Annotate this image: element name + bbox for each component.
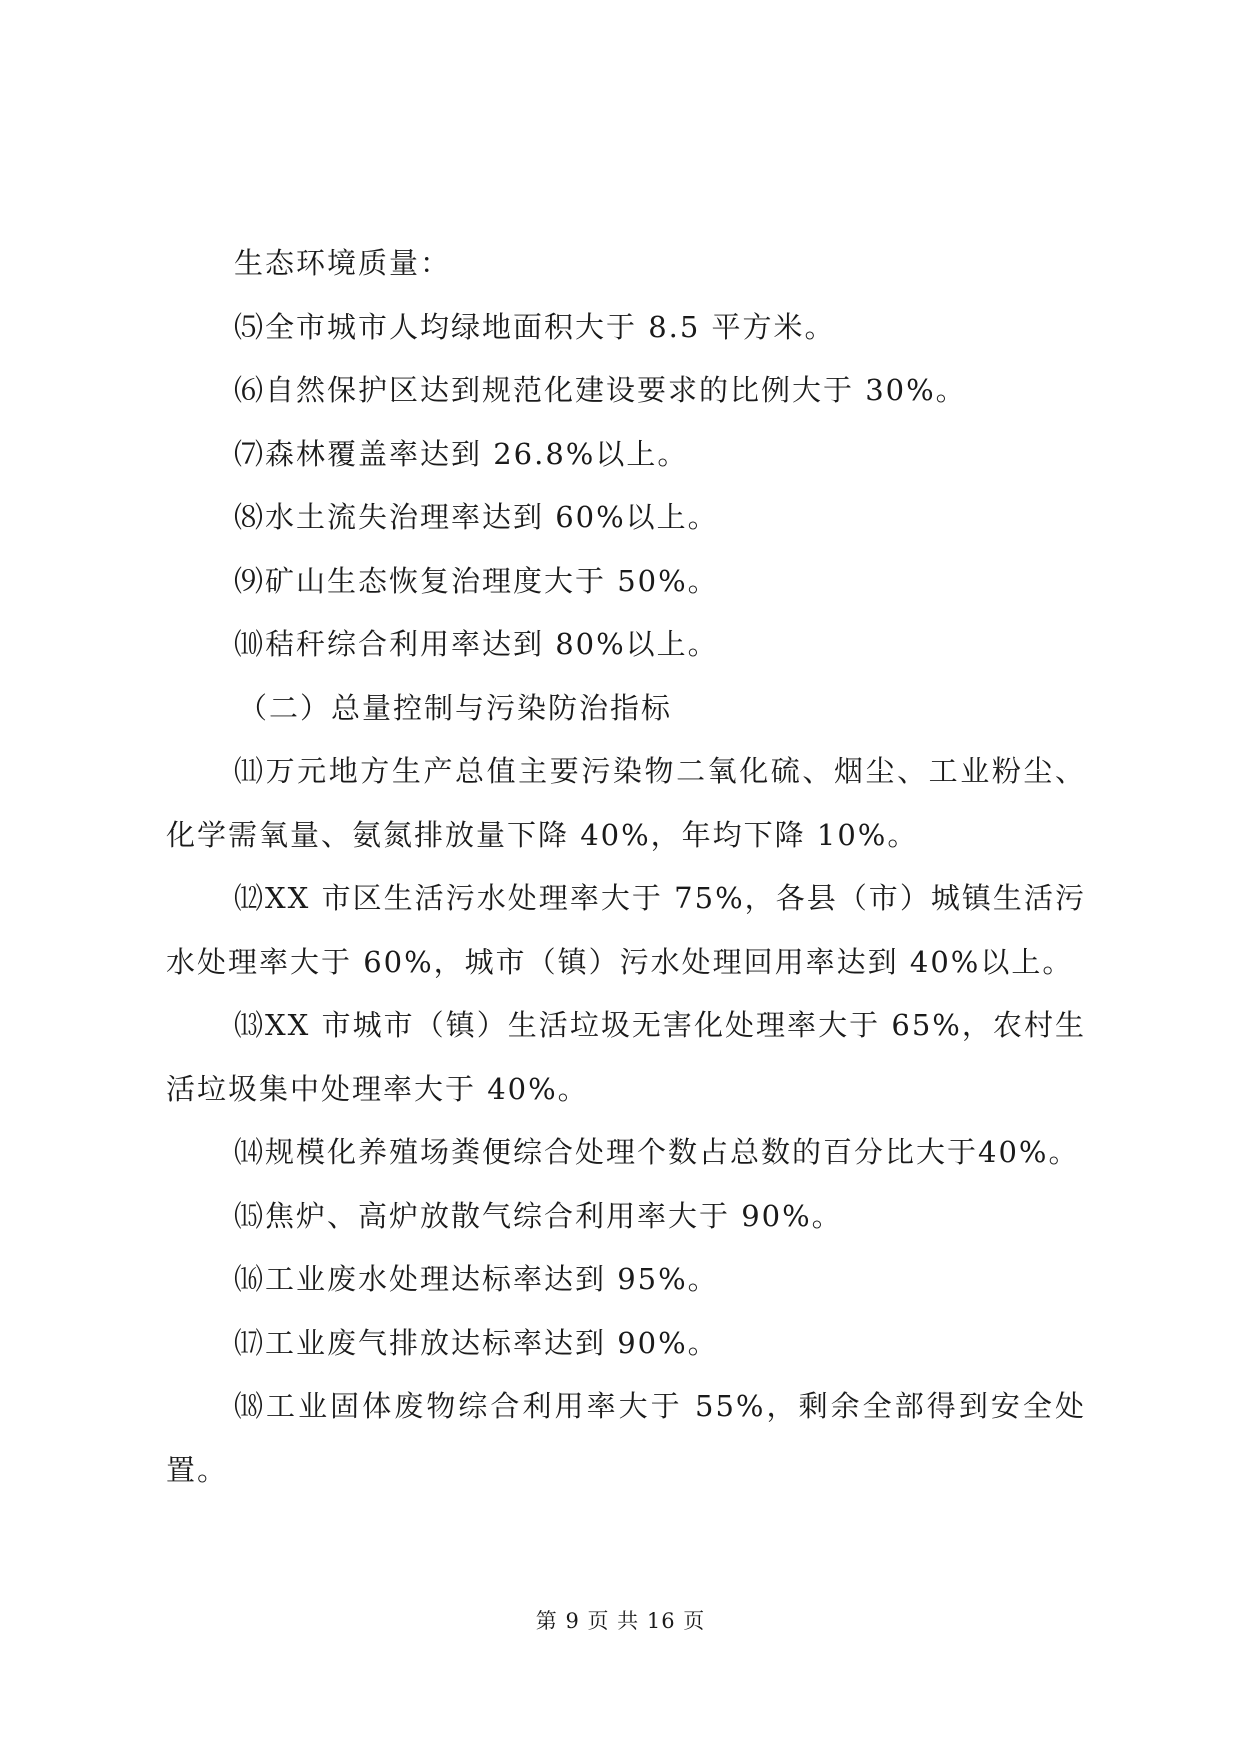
document-body bbox=[166, 232, 1086, 1502]
paragraph-item-12: ⑿XX 市区生活污水处理率大于 75%，各县（市）城镇生活污水处理率大于 60%，城市（镇）污水处理回用率达到 40%以上。 bbox=[166, 881, 1086, 979]
section-subtitle: 生态环境质量： bbox=[234, 246, 452, 280]
paragraph-item-18: ⒅工业固体废物综合利用率大于 55%，剩余全部得到安全处置。 bbox=[166, 1389, 1086, 1487]
paragraph-item-15: ⒂焦炉、高炉放散气综合利用率大于 90%。 bbox=[234, 1198, 843, 1233]
paragraph-item-7: ⑺森林覆盖率达到 26.8%以上。 bbox=[234, 436, 689, 471]
paragraph-item-14: ⒁规模化养殖场粪便综合处理个数占总数的百分比大于40%。 bbox=[234, 1135, 1080, 1169]
paragraph-item-11: ⑾万元地方生产总值主要污染物二氧化硫、烟尘、工业粉尘、化学需氧量、氨氮排放量下降 40%，年均下降 10%。 bbox=[166, 754, 1086, 852]
paragraph-item-13: ⒀XX 市城市（镇）生活垃圾无害化处理率大于 65%，农村生活垃圾集中处理率大于 40%。 bbox=[166, 1008, 1086, 1106]
paragraph-item-17: ⒄工业废气排放达标率达到 90%。 bbox=[234, 1325, 719, 1360]
paragraph-item-16: ⒃工业废水处理达标率达到 95%。 bbox=[234, 1262, 719, 1296]
paragraph-item-6: ⑹自然保护区达到规范化建设要求的比例大于 30%。 bbox=[234, 373, 967, 407]
page-footer: 第 9 页 共 16 页 bbox=[535, 1609, 706, 1633]
paragraph-item-8: ⑻水土流失治理率达到 60%以上。 bbox=[234, 500, 719, 534]
paragraph-item-9: ⑼矿山生态恢复治理度大于 50%。 bbox=[234, 563, 719, 598]
paragraph-item-5: ⑸全市城市人均绿地面积大于 8.5 平方米。 bbox=[234, 309, 836, 344]
paragraph-item-10: ⑽秸秆综合利用率达到 80%以上。 bbox=[234, 627, 719, 661]
section-heading: （二）总量控制与污染防治指标 bbox=[238, 690, 673, 725]
